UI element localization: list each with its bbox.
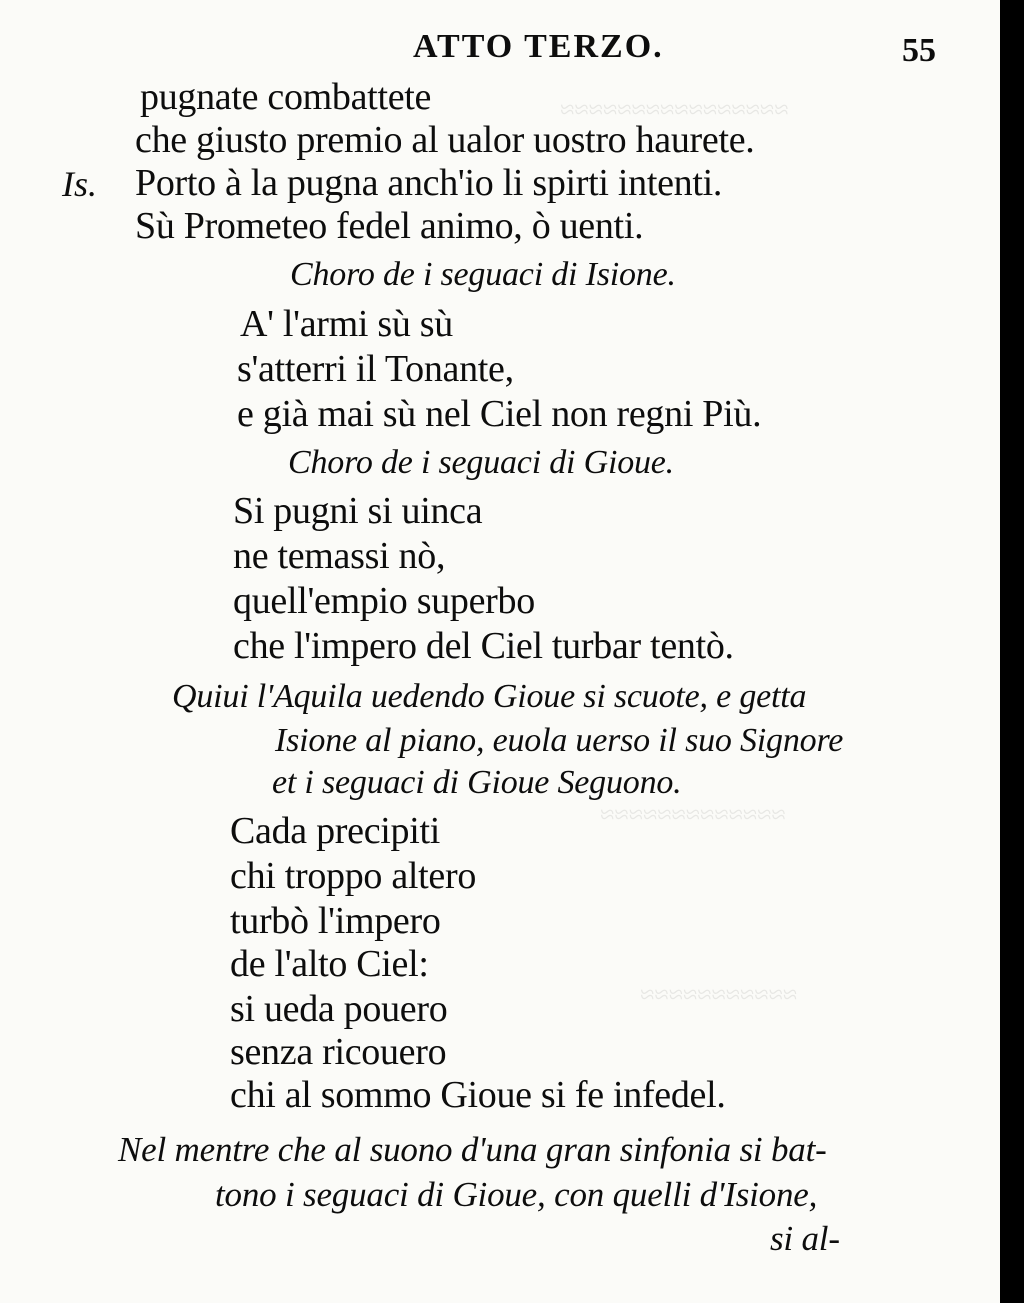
verse-line: ne temassi nò, — [233, 535, 446, 577]
stage-direction: Isione al piano, euola uerso il suo Signore — [275, 722, 844, 759]
verse-line: Sù Prometeo fedel animo, ò uenti. — [135, 205, 644, 247]
show-through-texture: ≈≈≈≈≈≈≈≈≈≈≈≈≈≈≈≈ — [560, 95, 789, 124]
verse-line: turbò l'impero — [230, 900, 441, 942]
verse-line: e già mai sù nel Ciel non regni Più. — [237, 393, 762, 435]
chorus-heading: Choro de i seguaci di Isione. — [290, 256, 676, 293]
verse-line: de l'alto Ciel: — [230, 943, 429, 985]
stage-direction: Nel mentre che al suono d'una gran sinfonia si bat- — [118, 1130, 827, 1169]
verse-line: pugnate combattete — [140, 76, 432, 118]
running-head: ATTO TERZO. — [413, 28, 664, 65]
chorus-heading: Choro de i seguaci di Gioue. — [288, 444, 674, 481]
verse-line: chi al sommo Gioue si fe infedel. — [230, 1074, 726, 1116]
page-number: 55 — [902, 32, 936, 69]
verse-line: senza ricouero — [230, 1031, 447, 1073]
verse-line: Cada precipiti — [230, 810, 440, 852]
verse-line: chi troppo altero — [230, 855, 477, 897]
stage-direction: si al- — [770, 1219, 840, 1258]
speaker-label: Is. — [62, 164, 97, 204]
page-edge-shadow — [1000, 0, 1024, 1303]
verse-line: quell'empio superbo — [233, 580, 535, 622]
show-through-texture: ≈≈≈≈≈≈≈≈≈≈≈ — [640, 980, 797, 1009]
verse-line: s'atterri il Tonante, — [237, 348, 514, 390]
verse-line: Si pugni si uinca — [233, 490, 483, 532]
verse-line: Porto à la pugna anch'io li spirti intenti. — [135, 162, 723, 204]
verse-line: A' l'armi sù sù — [240, 303, 453, 345]
verse-line: si ueda pouero — [230, 988, 448, 1030]
stage-direction: et i seguaci di Gioue Seguono. — [272, 764, 682, 801]
stage-direction: Quiui l'Aquila uedendo Gioue si scuote, e getta — [172, 678, 807, 715]
verse-line: che l'impero del Ciel turbar tentò. — [233, 625, 734, 667]
stage-direction: tono i seguaci di Gioue, con quelli d'Isione, — [215, 1175, 818, 1214]
verse-line: che giusto premio al ualor uostro haurete. — [135, 119, 755, 161]
show-through-texture: ≈≈≈≈≈≈≈≈≈≈≈≈≈ — [600, 800, 786, 829]
